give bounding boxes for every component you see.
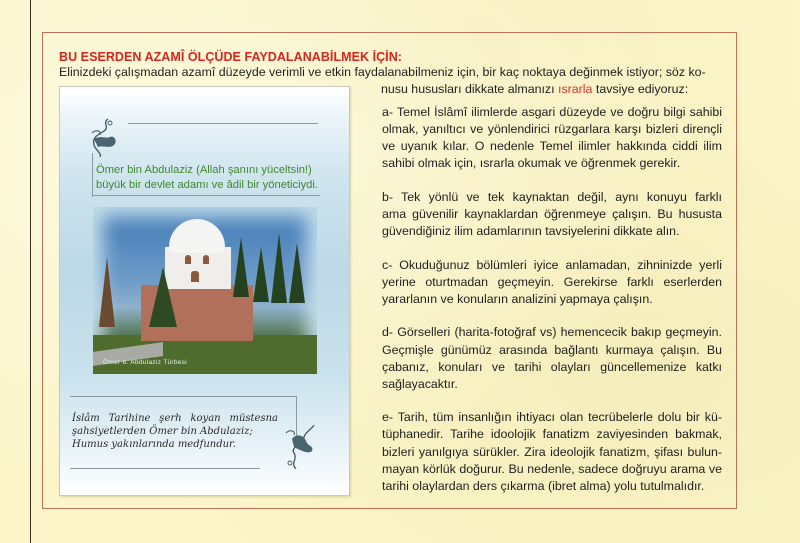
caption-left-rule <box>92 153 93 197</box>
photo-caption: Ömer b. Abdulaziz Türbesi <box>103 359 187 366</box>
floral-flourish-icon <box>282 423 318 469</box>
text-line: yerine oturtmadan geçmeyin. Gerekirse farklı eserlerden <box>382 274 722 289</box>
top-caption-line: büyük bir devlet adamı ve âdil bir yöneticiydi. <box>96 179 318 191</box>
caption-bottom-rule <box>92 195 320 196</box>
text-line: e- Tarih, tüm insanlığın ihtiyacı olan tecrübelerle dolu bir kü- <box>382 410 722 425</box>
intro-line-2 <box>381 82 688 96</box>
photo-tree <box>233 237 249 297</box>
text-line: Geçmişle günümüz arasında bağlantı kurmaya çalışın. Bu <box>382 342 722 357</box>
text-line: güvendiğiniz ilim adamlarının tavsiyelerini dikkate alın. <box>382 224 680 239</box>
text-line: b- Tek yönlü ve tek kaynaktan değil, aynı konuyu farklı <box>382 189 722 204</box>
floral-flourish-icon <box>88 117 124 157</box>
text-line: ama güvenilir kaynaklardan öğrenmeye çalışın. Bu hususta <box>382 206 722 221</box>
bottom-caption-line: İslâm Tarihine şerh koyan müstesna <box>72 413 278 424</box>
photo-window <box>185 255 191 264</box>
photo-tree <box>253 247 269 302</box>
text-line: c- Okuduğunuz bölümleri iyice anlamadan, zihninizde yerli <box>382 257 722 272</box>
recommendation-e <box>382 409 722 494</box>
text-line: olmak, yanıltıcı ve yönlendirici rüzgarlara karşı bizleri dirençli <box>382 122 722 137</box>
recommendations-list <box>382 104 722 511</box>
text-line: sağlayacaktır. <box>382 376 458 391</box>
caption-bottom-rule <box>70 468 260 469</box>
intro-text: nusu hususları dikkate almanızı <box>381 82 559 96</box>
text-line: çabanız, konuları ve tarihi olayları güncellemenize katkı <box>382 359 722 374</box>
photo-tree <box>271 233 287 303</box>
bottom-caption <box>72 412 278 451</box>
bottom-caption-line: şahsiyetlerden Ömer bin Abdulaziz; <box>72 426 253 437</box>
recommendation-a <box>382 104 722 172</box>
caption-top-rule <box>128 123 318 124</box>
text-line: d- Görselleri (harita-fotoğraf vs) hemencecik bakıp geçmeyin. <box>382 325 722 340</box>
top-caption <box>96 163 326 193</box>
text-line: bizleri yanılgıya sürükler. Zira ideolojik fanatizm, şifası bulun- <box>382 444 722 459</box>
photo-bare-tree <box>99 257 115 327</box>
text-line: mayan körlük doğurur. Bu nedenle, sadece doğruyu arama ve <box>382 461 722 476</box>
recommendation-b <box>382 189 722 240</box>
text-line: ve uyanık kılar. O nedenle Temel ilimler hakkında ciddi ilim <box>382 139 722 154</box>
intro-emphasis: ısrarla <box>558 82 593 96</box>
intro-line-1: Elinizdeki çalışmadan azamî düzeyde verimli ve etkin faydalanabilmeniz için, bir kaç noktaya değinmek istiyor; söz ko- <box>59 65 706 79</box>
page-margin-rule <box>30 0 31 543</box>
section-heading: BU ESERDEN AZAMÎ ÖLÇÜDE FAYDALANABİLMEK İÇİN: <box>59 50 402 64</box>
text-line: sahibi olmak için, ısrarla okumak ve öğrenmek gerekir. <box>382 156 681 171</box>
bottom-caption-line: Humus yakınlarında medfundur. <box>72 439 236 450</box>
photo-tree <box>289 243 305 303</box>
recommendation-d <box>382 324 722 392</box>
photo-window <box>191 271 199 282</box>
photo-window <box>203 255 209 264</box>
top-caption-line: Ömer bin Abdulaziz (Allah şanını yüceltsin!) <box>96 164 312 176</box>
text-line: yararlanın ve konuların analizini yapmaya çalışın. <box>382 291 653 306</box>
recommendation-c <box>382 257 722 308</box>
intro-text-end: tavsiye ediyoruz: <box>592 82 689 96</box>
photo-dome <box>169 219 225 253</box>
text-line: a- Temel İslâmî ilimlerde asgari düzeyde ve doğru bilgi sahibi <box>382 105 722 119</box>
text-line: tarihi olaylardan ders çıkarma (ibret alma) yolu tutulmalıdır. <box>382 478 705 493</box>
photo-tree <box>149 267 177 327</box>
text-line: tüphanedir. Tarihe idoolojik fanatizm zaviyesinden bakmak, <box>382 427 722 442</box>
illustration-card <box>59 86 350 496</box>
caption-top-rule <box>70 396 297 397</box>
tomb-photo <box>93 207 317 374</box>
